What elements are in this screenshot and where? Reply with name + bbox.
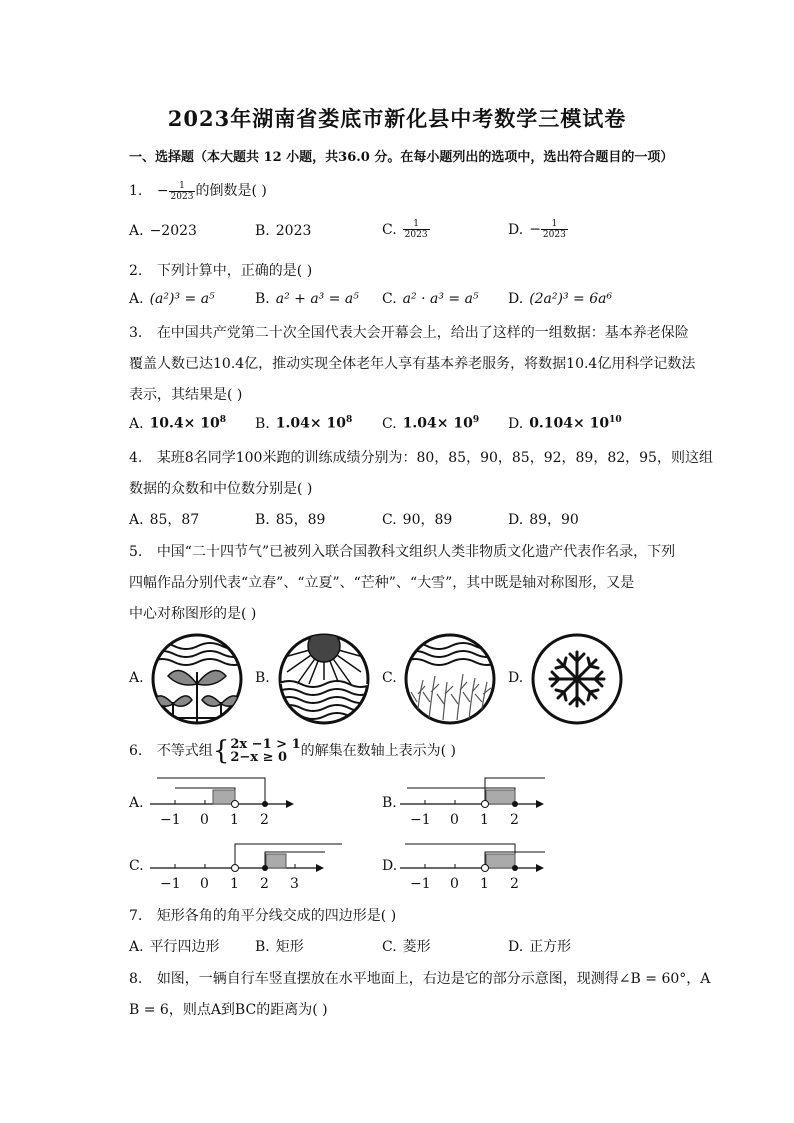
tick-label: 2 — [260, 812, 269, 828]
question-text: − $\frac{1}{2023}$ 的倒数是( ) — [156, 180, 267, 202]
brace-symbol: { — [212, 736, 230, 766]
section-heading: 一、选择题（本大题共 12 小题，共36.0 分。在每小题列出的选项中，选出符合题目的一项） — [129, 150, 674, 165]
question-8 — [129, 968, 710, 988]
question-6 — [129, 738, 456, 764]
tick-label: 0 — [200, 812, 209, 828]
q6-option-c-label[interactable]: C. — [129, 858, 144, 874]
q5-option-d-label[interactable]: D. — [508, 670, 524, 686]
grain-field-icon[interactable] — [403, 632, 497, 726]
question-text-line: 表示，其结果是( ) — [129, 387, 243, 403]
question-text-line: 四幅作品分别代表“立春”、“立夏”、“芒种”、“大雪”，其中既是轴对称图形，又是 — [129, 575, 635, 591]
q1-option-c[interactable]: C. $\frac{1}{2023}$ — [382, 219, 428, 240]
q3-option-c[interactable]: C. $1.04\times 10^9$ — [382, 415, 480, 432]
q5-option-b-label[interactable]: B. — [255, 670, 270, 686]
q7-option-a[interactable]: A. 平行四边形 — [129, 939, 220, 955]
tick-label: −1 — [410, 812, 431, 828]
question-7 — [129, 905, 396, 925]
q2-option-a[interactable]: A. (a²)³ = a⁵ — [129, 291, 215, 307]
q5-option-c-label[interactable]: C. — [382, 670, 397, 686]
q6-option-d-label[interactable]: D. — [382, 858, 398, 874]
tick-label: 3 — [290, 876, 299, 892]
question-text-line: 某班8名同学100米跑的训练成绩分别为：80，85，90，85，92，89，82，95，则这组 — [156, 450, 713, 466]
question-number: 6. — [129, 743, 143, 759]
q7-option-b[interactable]: B. 矩形 — [255, 939, 304, 955]
inequality-system: 2x −1 > 1 2−x ≥ 0 — [230, 737, 301, 765]
snowflake-icon[interactable] — [530, 632, 624, 726]
q3-option-d[interactable]: D. $0.104\times 10^{10}$ — [508, 415, 622, 432]
q4-option-c[interactable]: C. 90，89 — [382, 512, 453, 528]
question-4 — [129, 447, 713, 467]
q1-option-b[interactable]: B. 2023 — [255, 223, 312, 239]
tick-label: 1 — [480, 812, 489, 828]
question-number: 4. — [129, 450, 143, 466]
q6-option-b-label[interactable]: B. — [382, 795, 397, 811]
question-number: 3. — [129, 325, 143, 341]
tick-label: 2 — [510, 876, 519, 892]
question-1 — [129, 180, 267, 202]
q4-option-a[interactable]: A. 85，87 — [129, 512, 200, 528]
question-text-line: 数据的众数和中位数分别是( ) — [129, 481, 313, 497]
tick-label: −1 — [410, 876, 431, 892]
tick-label: −1 — [160, 876, 181, 892]
tick-label: 1 — [230, 812, 239, 828]
q1-option-a[interactable]: A. −2023 — [129, 223, 197, 239]
tick-label: −1 — [160, 812, 181, 828]
tick-label: 1 — [230, 876, 239, 892]
q2-option-d[interactable]: D. (2a²)³ = 6a⁶ — [508, 291, 613, 307]
question-text-line: B = 6，则点A到BC的距离为( ) — [129, 1002, 328, 1018]
question-text-line: 中国“二十四节气”已被列入联合国教科文组织人类非物质文化遗产代表作名录，下列 — [156, 544, 676, 560]
q6-option-a-label[interactable]: A. — [129, 795, 144, 811]
question-number: 7. — [129, 908, 143, 924]
q3-option-b[interactable]: B. $1.04\times 10^8$ — [255, 415, 353, 432]
q3-option-a[interactable]: A. $10.4\times 10^8$ — [129, 415, 227, 432]
tick-label: 0 — [200, 876, 209, 892]
tick-label: 0 — [450, 876, 459, 892]
tick-label: 0 — [450, 812, 459, 828]
tick-label: 2 — [260, 876, 269, 892]
q4-option-d[interactable]: D. 89，90 — [508, 512, 579, 528]
question-text-line: 覆盖人数已达10.4亿，推动实现全体老年人享有基本养老服务，将数据10.4亿用科学记数法 — [129, 356, 696, 372]
q7-option-c[interactable]: C. 菱形 — [382, 939, 431, 955]
page-title: 2023年湖南省娄底市新化县中考数学三模试卷 — [167, 106, 627, 131]
q5-option-a-label[interactable]: A. — [129, 670, 144, 686]
q2-option-b[interactable]: B. a² + a³ = a⁵ — [255, 291, 359, 307]
q7-option-d[interactable]: D. 正方形 — [508, 939, 572, 955]
question-text-line: 在中国共产党第二十次全国代表大会开幕会上，给出了这样的一组数据：基本养老保险 — [156, 325, 689, 341]
question-text: 矩形各角的角平分线交成的四边形是( ) — [156, 908, 397, 924]
summer-sun-icon[interactable] — [277, 632, 371, 726]
tick-label: 2 — [510, 812, 519, 828]
question-number: 5. — [129, 544, 143, 560]
tick-label: 1 — [480, 876, 489, 892]
q1-option-d[interactable]: D. − $\frac{1}{2023}$ — [508, 219, 566, 240]
question-number: 2. — [129, 263, 143, 279]
q4-option-b[interactable]: B. 85，89 — [255, 512, 326, 528]
question-number: 1. — [129, 183, 143, 199]
question-text-line: 中心对称图形的是( ) — [129, 606, 257, 622]
question-2 — [129, 260, 312, 280]
spring-sprout-icon[interactable] — [150, 632, 244, 726]
question-3 — [129, 322, 689, 342]
question-5 — [129, 541, 675, 561]
q2-option-c[interactable]: C. a² · a³ = a⁵ — [382, 291, 479, 307]
question-text: 不等式组 — [156, 743, 213, 759]
question-number: 8. — [129, 971, 143, 987]
question-text: 下列计算中，正确的是( ) — [156, 263, 313, 279]
question-text: 的解集在数轴上表示为( ) — [300, 743, 456, 759]
question-text-line: 如图，一辆自行车竖直摆放在水平地面上，右边是它的部分示意图，现测得∠B = 60°，A — [156, 971, 711, 987]
